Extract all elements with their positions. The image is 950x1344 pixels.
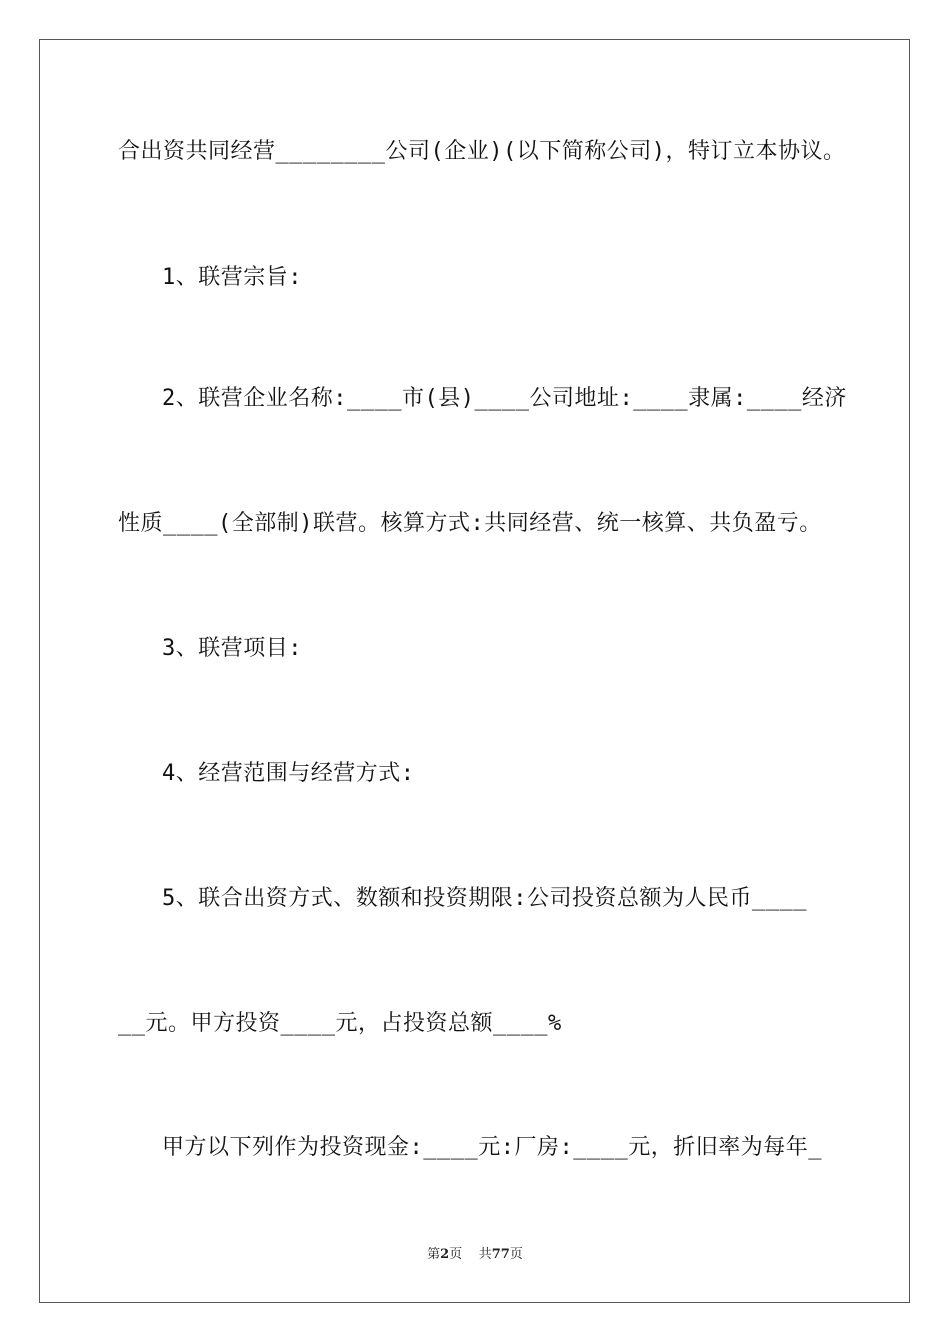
- footer-total-prefix: 共: [478, 1247, 492, 1262]
- party-a-investment-line: 甲方以下列作为投资现金:____元:厂房:____元，折旧率为每年_: [162, 1135, 822, 1160]
- page-footer: [0, 1247, 950, 1263]
- footer-page-number: 2: [440, 1247, 450, 1262]
- footer-total-suffix: 页: [509, 1247, 523, 1262]
- footer-page-prefix: 第: [427, 1247, 441, 1262]
- clause-3-project: 3、联营项目:: [162, 636, 302, 661]
- clause-4-scope: 4、经营范围与经营方式:: [162, 761, 415, 786]
- clause-5-investment: 5、联合出资方式、数额和投资期限:公司投资总额为人民币____: [162, 886, 807, 911]
- paragraph-preamble-continuation: 合出资共同经营________公司(企业)(以下简称公司)，特订立本协议。: [118, 139, 846, 164]
- footer-page-suffix: 页: [449, 1247, 463, 1262]
- clause-1-purpose: 1、联营宗旨:: [162, 265, 302, 290]
- page-border: [39, 39, 910, 1303]
- clause-2-continuation: 性质____(全部制)联营。核算方式:共同经营、统一核算、共负盈亏。: [118, 511, 822, 536]
- clause-5-continuation: __元。甲方投资____元，占投资总额____%: [118, 1011, 562, 1036]
- footer-total-pages: 77: [491, 1247, 510, 1262]
- clause-2-enterprise-name: 2、联营企业名称:____市(县)____公司地址:____隶属:____经济: [162, 386, 847, 411]
